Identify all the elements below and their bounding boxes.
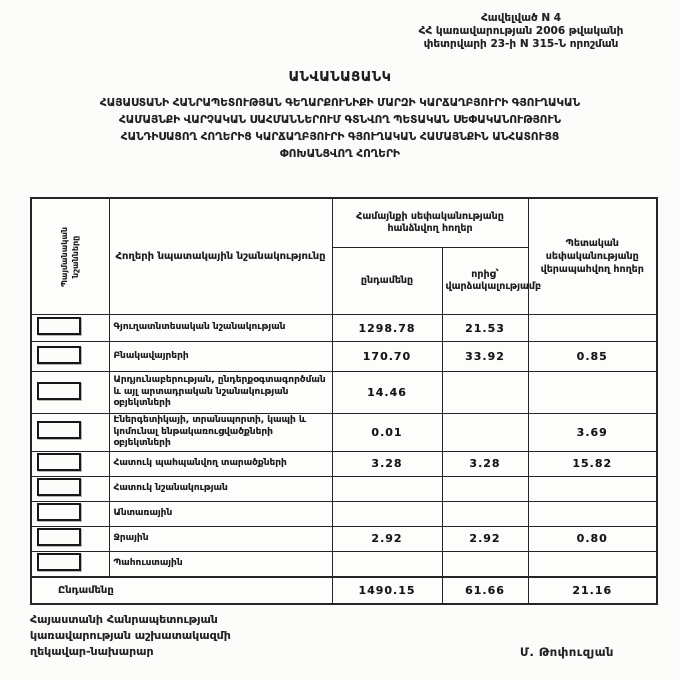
total-community-value: 1490.15 (332, 577, 442, 604)
table-row (31, 315, 657, 342)
legend-box (37, 528, 81, 546)
community-total-value: 3.28 (332, 451, 442, 476)
community-total-value: 2.92 (332, 526, 442, 551)
land-category-label: Էներգետիկայի, տրանսպորտի, կապի և կոմունալ ենթակառուցվածքների օբյեկտների (109, 414, 332, 452)
community-total-value (332, 476, 442, 501)
legend-cell (31, 372, 109, 414)
land-category-label: Գյուղատնտեսական նշանակության (109, 315, 332, 342)
header-leased-sub: որից՝ վարձակալությամբ (442, 248, 528, 315)
table-row (31, 342, 657, 372)
land-category-label: Հատուկ նշանակության (109, 476, 332, 501)
leased-value: 21.53 (442, 315, 528, 342)
state-value (528, 501, 657, 526)
state-value (528, 372, 657, 414)
land-category-label: Ջրային (109, 526, 332, 551)
legend-cell (31, 451, 109, 476)
state-value (528, 315, 657, 342)
subtitle-line: ՀԱՄԱՅՆՔԻ ՎԱՐՉԱԿԱՆ ՍԱՀՄԱՆՆԵՐՈՒՄ ԳՏՆՎՈՂ ՊԵՏԱԿԱՆ ՍԵՓԱԿԱՆՈՒԹՅՈՒՆ (118, 114, 562, 126)
community-total-value (332, 551, 442, 577)
legend-box (37, 478, 81, 496)
appendix-line: փետրվարի 23-ի N 315-Ն որոշման (423, 38, 619, 50)
legend-cell (31, 526, 109, 551)
legend-box (37, 453, 81, 471)
signature-line: ղեկավար-նախարար (30, 645, 154, 658)
table-row (31, 372, 657, 414)
legend-box (37, 503, 81, 521)
community-total-value (332, 501, 442, 526)
table-row (31, 551, 657, 577)
state-value: 0.85 (528, 342, 657, 372)
state-value: 15.82 (528, 451, 657, 476)
land-category-label: Արդյունաբերության, ընդերքօգտագործման և այլ արտադրական նշանակության օբյեկտների (109, 372, 332, 414)
leased-value: 3.28 (442, 451, 528, 476)
signatory-name: Մ. Թոփուզյան (520, 645, 614, 659)
header-conditional-signs-label: Պայմանական նշանները (60, 226, 81, 287)
land-category-label: Անտառային (109, 501, 332, 526)
signature-block (30, 612, 231, 660)
land-category-label: Պահուստային (109, 551, 332, 577)
community-total-value: 1298.78 (332, 315, 442, 342)
appendix-line: Հավելված N 4 (480, 12, 562, 24)
header-state-lands: Պետական սեփականությանը վերապահվող հողեր (528, 198, 657, 315)
table-row (31, 451, 657, 476)
table-total-row (31, 577, 657, 604)
leased-value (442, 551, 528, 577)
signature-line: կառավարության աշխատակազմի (30, 629, 231, 642)
leased-value (442, 414, 528, 452)
header-land-purpose: Հողերի նպատակային նշանակությունը (109, 198, 332, 315)
legend-cell (31, 476, 109, 501)
legend-box (37, 382, 81, 400)
leased-value (442, 501, 528, 526)
legend-cell (31, 342, 109, 372)
signature-line: Հայաստանի Հանրապետության (30, 613, 218, 626)
legend-cell (31, 551, 109, 577)
subtitle-line: ՀԱՅԱՍՏԱՆԻ ՀԱՆՐԱՊԵՏՈՒԹՅԱՆ ԳԵՂԱՐՔՈՒՆԻՔԻ ՄԱՐԶԻ ԿԱՐՃԱՂԲՅՈՒՐԻ ԳՅՈՒՂԱԿԱՆ (99, 97, 581, 109)
table-row (31, 501, 657, 526)
legend-cell (31, 501, 109, 526)
state-value (528, 551, 657, 577)
appendix-reference (386, 12, 656, 51)
total-label: Ընդամենը (31, 577, 332, 604)
state-value: 0.80 (528, 526, 657, 551)
legend-cell (31, 414, 109, 452)
legend-box (37, 346, 81, 364)
subtitle-line: ՓՈԽԱՆՑՎՈՂ ՀՈՂԵՐԻ (280, 148, 400, 160)
legend-cell (31, 315, 109, 342)
state-value (528, 476, 657, 501)
appendix-line: ՀՀ կառավարության 2006 թվականի (418, 25, 624, 37)
legend-box (37, 421, 81, 439)
total-state-value: 21.16 (528, 577, 657, 604)
leased-value (442, 476, 528, 501)
state-value: 3.69 (528, 414, 657, 452)
leased-value: 2.92 (442, 526, 528, 551)
total-leased-value: 61.66 (442, 577, 528, 604)
land-category-label: Հատուկ պահպանվող տարածքների (109, 451, 332, 476)
community-total-value: 0.01 (332, 414, 442, 452)
community-total-value: 170.70 (332, 342, 442, 372)
table-row (31, 476, 657, 501)
subtitle-line: ՀԱՆԴԻՍԱՑՈՂ ՀՈՂԵՐԻՑ ԿԱՐՃԱՂԲՅՈՒՐԻ ԳՅՈՒՂԱԿԱՆ ՀԱՄԱՅՆՔԻՆ ԱՆՀԱՏՈՒՅՑ (120, 131, 560, 143)
table-row (31, 414, 657, 452)
table-row (31, 526, 657, 551)
document-subtitle (20, 95, 660, 163)
community-total-value: 14.46 (332, 372, 442, 414)
header-conditional-signs (31, 198, 109, 315)
legend-box (37, 553, 81, 571)
land-category-label: Բնակավայրերի (109, 342, 332, 372)
leased-value: 33.92 (442, 342, 528, 372)
land-transfer-table (30, 197, 658, 605)
legend-box (37, 317, 81, 335)
header-total-sub: ընդամենը (332, 248, 442, 315)
leased-value (442, 372, 528, 414)
table-header-row (31, 198, 657, 248)
document-title: ԱՆՎԱՆԱՑԱՆԿ (288, 70, 392, 85)
header-community-lands-group: Համայնքի սեփականությանը հանձնվող հողեր (332, 198, 528, 248)
